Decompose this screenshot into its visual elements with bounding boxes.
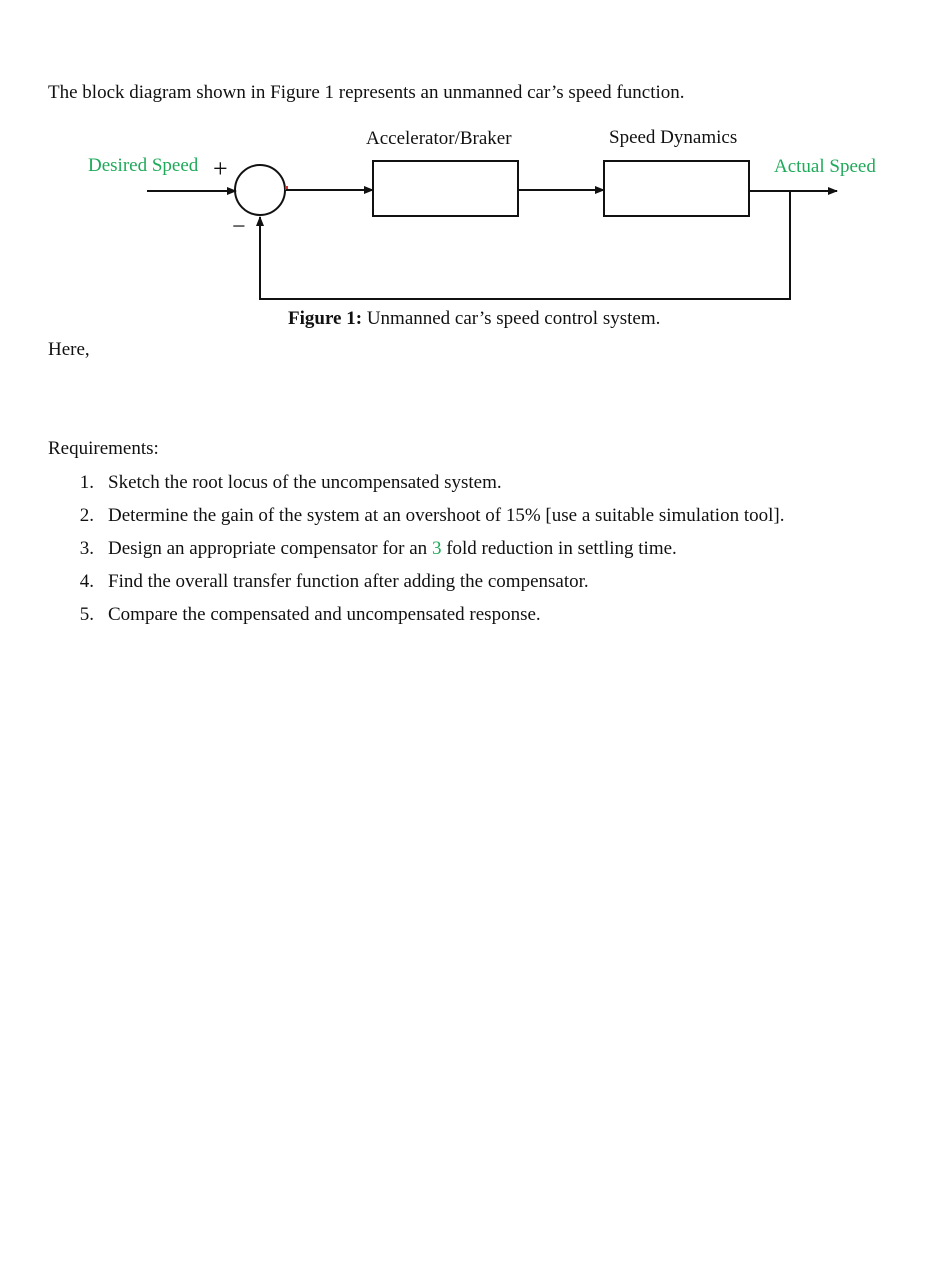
input-label: Desired Speed — [88, 155, 199, 176]
list-number: 3. — [79, 538, 94, 559]
here-text: Here, — [48, 339, 90, 360]
figure-caption — [288, 308, 660, 329]
minus-sign: − — [232, 214, 246, 240]
list-text: Sketch the root locus of the uncompensated system. — [108, 472, 502, 493]
block-diagram — [0, 110, 927, 340]
caption-text: Unmanned car’s speed control system. — [362, 308, 661, 329]
list-text: Find the overall transfer function after adding the compensator. — [108, 571, 589, 592]
accelerator-braker-block — [373, 161, 518, 216]
caption-bold: Figure 1: — [288, 308, 363, 329]
summing-junction — [235, 165, 285, 215]
intro-paragraph: The block diagram shown in Figure 1 represents an unmanned car’s speed function. — [48, 82, 685, 103]
block1-label: Accelerator/Braker — [366, 128, 512, 149]
plus-sign: + — [213, 154, 228, 183]
list-number: 5. — [79, 604, 94, 625]
output-label: Actual Speed — [774, 156, 876, 177]
list-text — [108, 535, 677, 562]
list-text-pre: Design an appropriate compensator for an — [108, 538, 432, 559]
list-text-post: fold reduction in settling time. — [441, 538, 677, 559]
list-number: 4. — [79, 571, 94, 592]
list-number: 1. — [79, 472, 94, 493]
highlight-number: 3 — [431, 538, 442, 559]
requirements-title: Requirements: — [48, 438, 159, 459]
list-number: 2. — [79, 505, 94, 526]
list-text: Compare the compensated and uncompensated response. — [108, 604, 541, 625]
block2-label: Speed Dynamics — [609, 127, 738, 148]
speed-dynamics-block — [604, 161, 749, 216]
list-text: Determine the gain of the system at an overshoot of 15% [use a suitable simulation tool]. — [108, 505, 785, 526]
